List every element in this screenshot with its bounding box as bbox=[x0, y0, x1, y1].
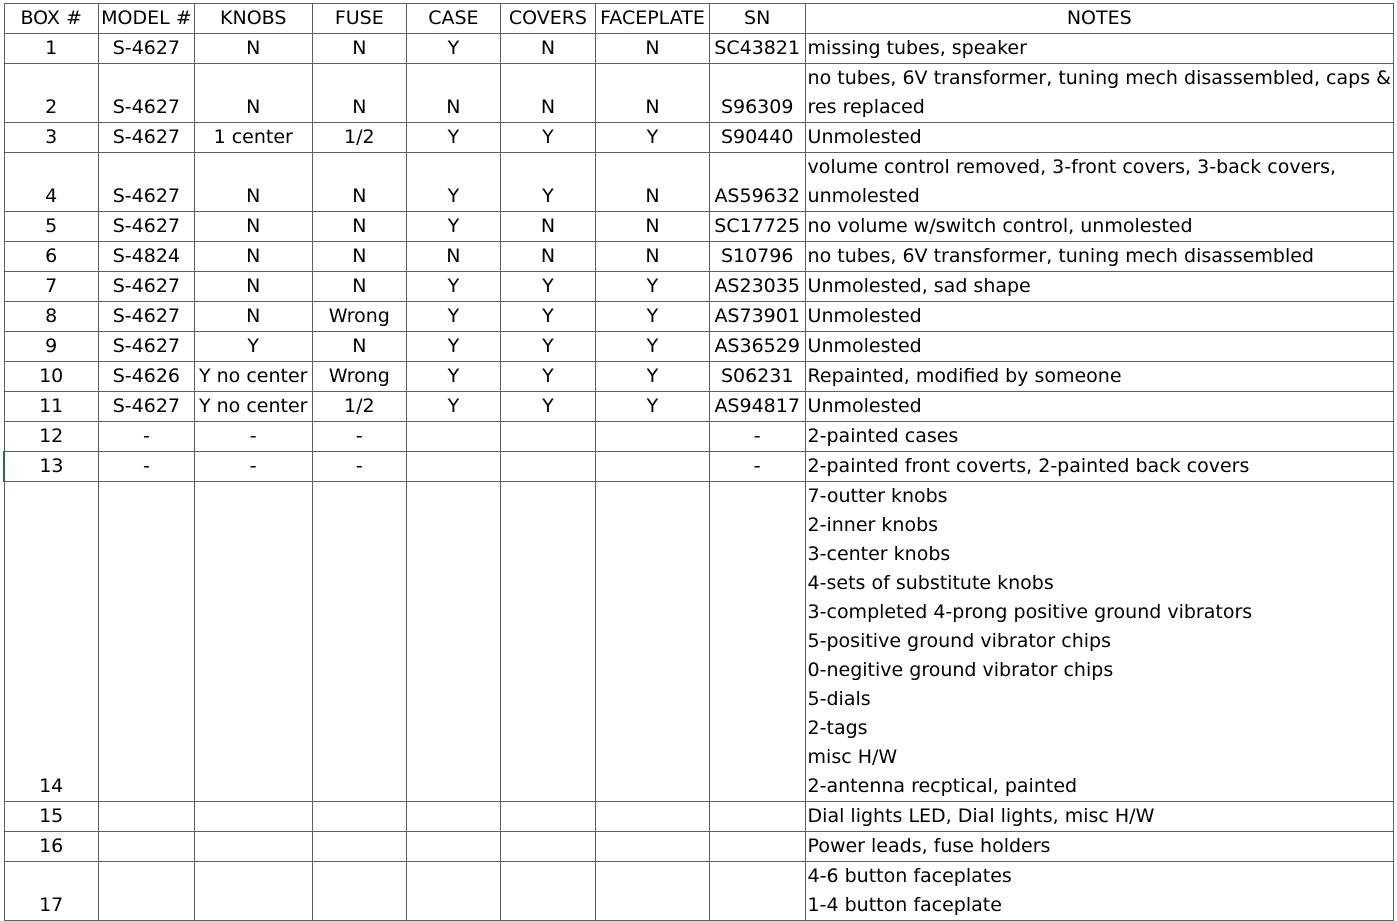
cell-notes[interactable] bbox=[805, 362, 1393, 392]
cell-notes[interactable] bbox=[805, 34, 1393, 64]
cell-faceplate[interactable] bbox=[596, 452, 710, 482]
cell-case[interactable]: Y bbox=[406, 272, 500, 302]
cell-box[interactable]: 5 bbox=[4, 212, 98, 242]
cell-case[interactable]: Y bbox=[406, 34, 500, 64]
cell-covers[interactable]: Y bbox=[500, 332, 595, 362]
notes-line: Unmolested, sad shape bbox=[807, 275, 1031, 297]
cell-box[interactable]: 15 bbox=[4, 802, 98, 832]
notes-line: 2-painted cases bbox=[807, 425, 959, 447]
cell-covers[interactable] bbox=[500, 832, 595, 862]
cell-notes[interactable] bbox=[805, 392, 1393, 422]
notes-line: 3-completed 4-prong positive ground vibrators bbox=[807, 601, 1253, 623]
header-sn[interactable]: SN bbox=[709, 4, 805, 34]
cell-model[interactable] bbox=[98, 482, 194, 802]
cell-notes[interactable] bbox=[805, 802, 1393, 832]
cell-covers[interactable]: Y bbox=[500, 392, 595, 422]
notes-line: 2-painted front coverts, 2-painted back covers bbox=[807, 455, 1250, 477]
cell-box[interactable]: 12 bbox=[4, 422, 98, 452]
notes-line: Power leads, fuse holders bbox=[807, 835, 1051, 857]
cell-knobs[interactable] bbox=[194, 802, 312, 832]
table-row bbox=[4, 802, 1394, 832]
cell-fuse[interactable]: N bbox=[312, 242, 406, 272]
table-row bbox=[4, 153, 1394, 212]
cell-fuse[interactable]: N bbox=[312, 272, 406, 302]
cell-case[interactable]: Y bbox=[406, 302, 500, 332]
cell-notes[interactable] bbox=[805, 64, 1393, 123]
cell-fuse[interactable]: N bbox=[312, 64, 406, 123]
cell-model[interactable]: S-4627 bbox=[98, 212, 194, 242]
cell-faceplate[interactable] bbox=[596, 802, 710, 832]
notes-line: no tubes, 6V transformer, tuning mech disassembled bbox=[807, 245, 1314, 267]
cell-box[interactable]: 14 bbox=[4, 482, 98, 802]
cell-knobs[interactable]: N bbox=[194, 153, 312, 212]
spreadsheet bbox=[3, 3, 1394, 916]
cell-model[interactable] bbox=[98, 862, 194, 921]
cell-case[interactable]: Y bbox=[406, 362, 500, 392]
table-row bbox=[4, 34, 1394, 64]
notes-line: Unmolested bbox=[807, 305, 922, 327]
cell-case[interactable] bbox=[406, 422, 500, 452]
table-row bbox=[4, 422, 1394, 452]
cell-fuse[interactable] bbox=[312, 802, 406, 832]
cell-knobs[interactable] bbox=[194, 482, 312, 802]
header-faceplate[interactable]: FACEPLATE bbox=[596, 4, 710, 34]
notes-line: 4-6 button faceplates bbox=[807, 865, 1012, 887]
cell-notes[interactable] bbox=[805, 832, 1393, 862]
cell-fuse[interactable]: N bbox=[312, 332, 406, 362]
cell-model[interactable]: S-4627 bbox=[98, 332, 194, 362]
header-model[interactable]: MODEL # bbox=[98, 4, 194, 34]
notes-line: 3-center knobs bbox=[807, 543, 951, 565]
cell-knobs[interactable]: N bbox=[194, 272, 312, 302]
cell-faceplate[interactable]: N bbox=[596, 153, 710, 212]
cell-covers[interactable]: Y bbox=[500, 123, 595, 153]
cell-sn[interactable]: S06231 bbox=[709, 362, 805, 392]
cell-notes[interactable] bbox=[805, 862, 1393, 921]
cell-notes[interactable] bbox=[805, 153, 1393, 212]
cell-notes[interactable] bbox=[805, 242, 1393, 272]
cell-model[interactable]: S-4627 bbox=[98, 123, 194, 153]
cell-notes[interactable] bbox=[805, 272, 1393, 302]
cell-notes[interactable] bbox=[805, 212, 1393, 242]
notes-line: 0-negitive ground vibrator chips bbox=[807, 659, 1114, 681]
cell-covers[interactable] bbox=[500, 862, 595, 921]
cell-case[interactable]: N bbox=[406, 64, 500, 123]
cell-covers[interactable]: Y bbox=[500, 302, 595, 332]
inventory-table bbox=[3, 3, 1394, 921]
cell-case[interactable]: Y bbox=[406, 332, 500, 362]
cell-covers[interactable]: N bbox=[500, 64, 595, 123]
cell-sn[interactable] bbox=[709, 832, 805, 862]
cell-faceplate[interactable] bbox=[596, 832, 710, 862]
cell-covers[interactable]: N bbox=[500, 212, 595, 242]
cell-knobs[interactable]: Y no center bbox=[194, 362, 312, 392]
cell-fuse[interactable]: - bbox=[312, 452, 406, 482]
cell-notes[interactable] bbox=[805, 482, 1393, 802]
notes-line: 2-tags bbox=[807, 717, 868, 739]
cell-covers[interactable] bbox=[500, 452, 595, 482]
cell-knobs[interactable]: N bbox=[194, 64, 312, 123]
notes-line: 1-4 button faceplate bbox=[807, 894, 1002, 916]
notes-line: 5-positive ground vibrator chips bbox=[807, 630, 1112, 652]
cell-covers[interactable]: N bbox=[500, 242, 595, 272]
cell-box[interactable]: 8 bbox=[4, 302, 98, 332]
notes-line: Unmolested bbox=[807, 126, 922, 148]
cell-sn[interactable]: S90440 bbox=[709, 123, 805, 153]
cell-box[interactable]: 4 bbox=[4, 153, 98, 212]
cell-faceplate[interactable]: N bbox=[596, 212, 710, 242]
notes-line: Unmolested bbox=[807, 335, 922, 357]
header-box[interactable]: BOX # bbox=[4, 4, 98, 34]
notes-line: misc H/W bbox=[807, 746, 898, 768]
cell-knobs[interactable]: Y no center bbox=[194, 392, 312, 422]
cell-sn[interactable]: AS59632 bbox=[709, 153, 805, 212]
cell-faceplate[interactable]: N bbox=[596, 242, 710, 272]
cell-case[interactable]: Y bbox=[406, 392, 500, 422]
cell-faceplate[interactable]: Y bbox=[596, 272, 710, 302]
cell-case[interactable]: Y bbox=[406, 212, 500, 242]
table-row bbox=[4, 332, 1394, 362]
cell-fuse[interactable]: N bbox=[312, 153, 406, 212]
cell-faceplate[interactable]: Y bbox=[596, 302, 710, 332]
table-row bbox=[4, 302, 1394, 332]
cell-sn[interactable]: SC17725 bbox=[709, 212, 805, 242]
notes-line: 2-inner knobs bbox=[807, 514, 939, 536]
cell-model[interactable]: S-4627 bbox=[98, 272, 194, 302]
cell-fuse[interactable]: N bbox=[312, 34, 406, 64]
cell-sn[interactable] bbox=[709, 802, 805, 832]
table-row bbox=[4, 862, 1394, 921]
notes-line: no volume w/switch control, unmolested bbox=[807, 215, 1193, 237]
cell-box[interactable]: 11 bbox=[4, 392, 98, 422]
table-row bbox=[4, 242, 1394, 272]
cell-model[interactable]: S-4627 bbox=[98, 153, 194, 212]
cell-fuse[interactable]: Wrong bbox=[312, 362, 406, 392]
cell-notes[interactable] bbox=[805, 123, 1393, 153]
cell-model[interactable]: - bbox=[98, 452, 194, 482]
header-knobs[interactable]: KNOBS bbox=[194, 4, 312, 34]
cell-sn[interactable]: AS94817 bbox=[709, 392, 805, 422]
cell-sn[interactable] bbox=[709, 862, 805, 921]
cell-fuse[interactable] bbox=[312, 862, 406, 921]
cell-knobs[interactable]: - bbox=[194, 452, 312, 482]
cell-knobs[interactable]: N bbox=[194, 34, 312, 64]
cell-notes[interactable] bbox=[805, 332, 1393, 362]
cell-knobs[interactable]: Y bbox=[194, 332, 312, 362]
cell-model[interactable]: S-4627 bbox=[98, 392, 194, 422]
cell-knobs[interactable]: N bbox=[194, 212, 312, 242]
cell-covers[interactable] bbox=[500, 802, 595, 832]
cell-sn[interactable]: AS73901 bbox=[709, 302, 805, 332]
cell-model[interactable]: - bbox=[98, 422, 194, 452]
cell-faceplate[interactable] bbox=[596, 862, 710, 921]
cell-faceplate[interactable]: Y bbox=[596, 392, 710, 422]
notes-line: 5-dials bbox=[807, 688, 871, 710]
header-fuse[interactable]: FUSE bbox=[312, 4, 406, 34]
cell-sn[interactable]: S10796 bbox=[709, 242, 805, 272]
table-row bbox=[4, 212, 1394, 242]
notes-line: 7-outter knobs bbox=[807, 485, 948, 507]
cell-case[interactable] bbox=[406, 862, 500, 921]
cell-knobs[interactable]: N bbox=[194, 302, 312, 332]
cell-case[interactable] bbox=[406, 832, 500, 862]
notes-line: volume control removed, 3-front covers, 3-back covers, bbox=[807, 156, 1337, 178]
notes-line: 4-sets of substitute knobs bbox=[807, 572, 1054, 594]
notes-line: Repainted, modified by someone bbox=[807, 365, 1122, 387]
cell-box[interactable]: 3 bbox=[4, 123, 98, 153]
notes-line: Dial lights LED, Dial lights, misc H/W bbox=[807, 805, 1155, 827]
notes-line: res replaced bbox=[807, 96, 925, 118]
cell-sn[interactable]: AS23035 bbox=[709, 272, 805, 302]
cell-sn[interactable] bbox=[709, 482, 805, 802]
cell-fuse[interactable] bbox=[312, 482, 406, 802]
cell-covers[interactable]: Y bbox=[500, 272, 595, 302]
table-row bbox=[4, 392, 1394, 422]
cell-knobs[interactable]: 1 center bbox=[194, 123, 312, 153]
notes-line: missing tubes, speaker bbox=[807, 37, 1027, 59]
cell-sn[interactable]: SC43821 bbox=[709, 34, 805, 64]
cell-faceplate[interactable] bbox=[596, 422, 710, 452]
cell-covers[interactable]: Y bbox=[500, 153, 595, 212]
notes-line: Unmolested bbox=[807, 395, 922, 417]
notes-line: no tubes, 6V transformer, tuning mech disassembled, caps & bbox=[807, 67, 1391, 89]
cell-box[interactable]: 2 bbox=[4, 64, 98, 123]
notes-line: unmolested bbox=[807, 185, 920, 207]
cell-box[interactable]: 10 bbox=[4, 362, 98, 392]
table-row bbox=[4, 64, 1394, 123]
cell-faceplate[interactable]: Y bbox=[596, 123, 710, 153]
cell-case[interactable]: N bbox=[406, 242, 500, 272]
table-row bbox=[4, 362, 1394, 392]
cell-sn[interactable]: AS36529 bbox=[709, 332, 805, 362]
cell-fuse[interactable]: N bbox=[312, 212, 406, 242]
cell-case[interactable] bbox=[406, 802, 500, 832]
header-notes[interactable]: NOTES bbox=[805, 4, 1393, 34]
cell-case[interactable] bbox=[406, 482, 500, 802]
cell-faceplate[interactable]: Y bbox=[596, 332, 710, 362]
header-covers[interactable]: COVERS bbox=[500, 4, 595, 34]
cell-model[interactable]: S-4824 bbox=[98, 242, 194, 272]
cell-box[interactable]: 13 bbox=[4, 452, 98, 482]
cell-box[interactable]: 6 bbox=[4, 242, 98, 272]
cell-covers[interactable] bbox=[500, 422, 595, 452]
cell-fuse[interactable]: 1/2 bbox=[312, 123, 406, 153]
cell-faceplate[interactable]: N bbox=[596, 64, 710, 123]
cell-box[interactable]: 16 bbox=[4, 832, 98, 862]
cell-notes[interactable] bbox=[805, 422, 1393, 452]
table-row bbox=[4, 482, 1394, 802]
cell-fuse[interactable]: - bbox=[312, 422, 406, 452]
cell-covers[interactable]: Y bbox=[500, 362, 595, 392]
cell-fuse[interactable]: Wrong bbox=[312, 302, 406, 332]
table-row bbox=[4, 832, 1394, 862]
cell-model[interactable]: S-4627 bbox=[98, 302, 194, 332]
cell-box[interactable]: 17 bbox=[4, 862, 98, 921]
cell-sn[interactable]: S96309 bbox=[709, 64, 805, 123]
table-row bbox=[4, 452, 1394, 482]
cell-model[interactable]: S-4626 bbox=[98, 362, 194, 392]
notes-line: 2-antenna recptical, painted bbox=[807, 775, 1078, 797]
cell-box[interactable]: 7 bbox=[4, 272, 98, 302]
cell-model[interactable]: S-4627 bbox=[98, 34, 194, 64]
cell-knobs[interactable]: N bbox=[194, 242, 312, 272]
cell-model[interactable] bbox=[98, 832, 194, 862]
cell-faceplate[interactable]: N bbox=[596, 34, 710, 64]
cell-box[interactable]: 9 bbox=[4, 332, 98, 362]
cell-notes[interactable] bbox=[805, 302, 1393, 332]
cell-faceplate[interactable] bbox=[596, 482, 710, 802]
cell-box[interactable]: 1 bbox=[4, 34, 98, 64]
cell-case[interactable]: Y bbox=[406, 153, 500, 212]
table-row bbox=[4, 123, 1394, 153]
cell-sn[interactable]: - bbox=[709, 422, 805, 452]
table-row bbox=[4, 272, 1394, 302]
cell-sn[interactable]: - bbox=[709, 452, 805, 482]
cell-covers[interactable] bbox=[500, 482, 595, 802]
header-row bbox=[4, 4, 1394, 34]
cell-faceplate[interactable]: Y bbox=[596, 362, 710, 392]
cell-covers[interactable]: N bbox=[500, 34, 595, 64]
cell-case[interactable] bbox=[406, 452, 500, 482]
cell-fuse[interactable] bbox=[312, 832, 406, 862]
cell-fuse[interactable]: 1/2 bbox=[312, 392, 406, 422]
cell-case[interactable]: Y bbox=[406, 123, 500, 153]
cell-model[interactable]: S-4627 bbox=[98, 64, 194, 123]
cell-knobs[interactable] bbox=[194, 832, 312, 862]
cell-knobs[interactable]: - bbox=[194, 422, 312, 452]
cell-notes[interactable] bbox=[805, 452, 1393, 482]
cell-model[interactable] bbox=[98, 802, 194, 832]
header-case[interactable]: CASE bbox=[406, 4, 500, 34]
cell-knobs[interactable] bbox=[194, 862, 312, 921]
